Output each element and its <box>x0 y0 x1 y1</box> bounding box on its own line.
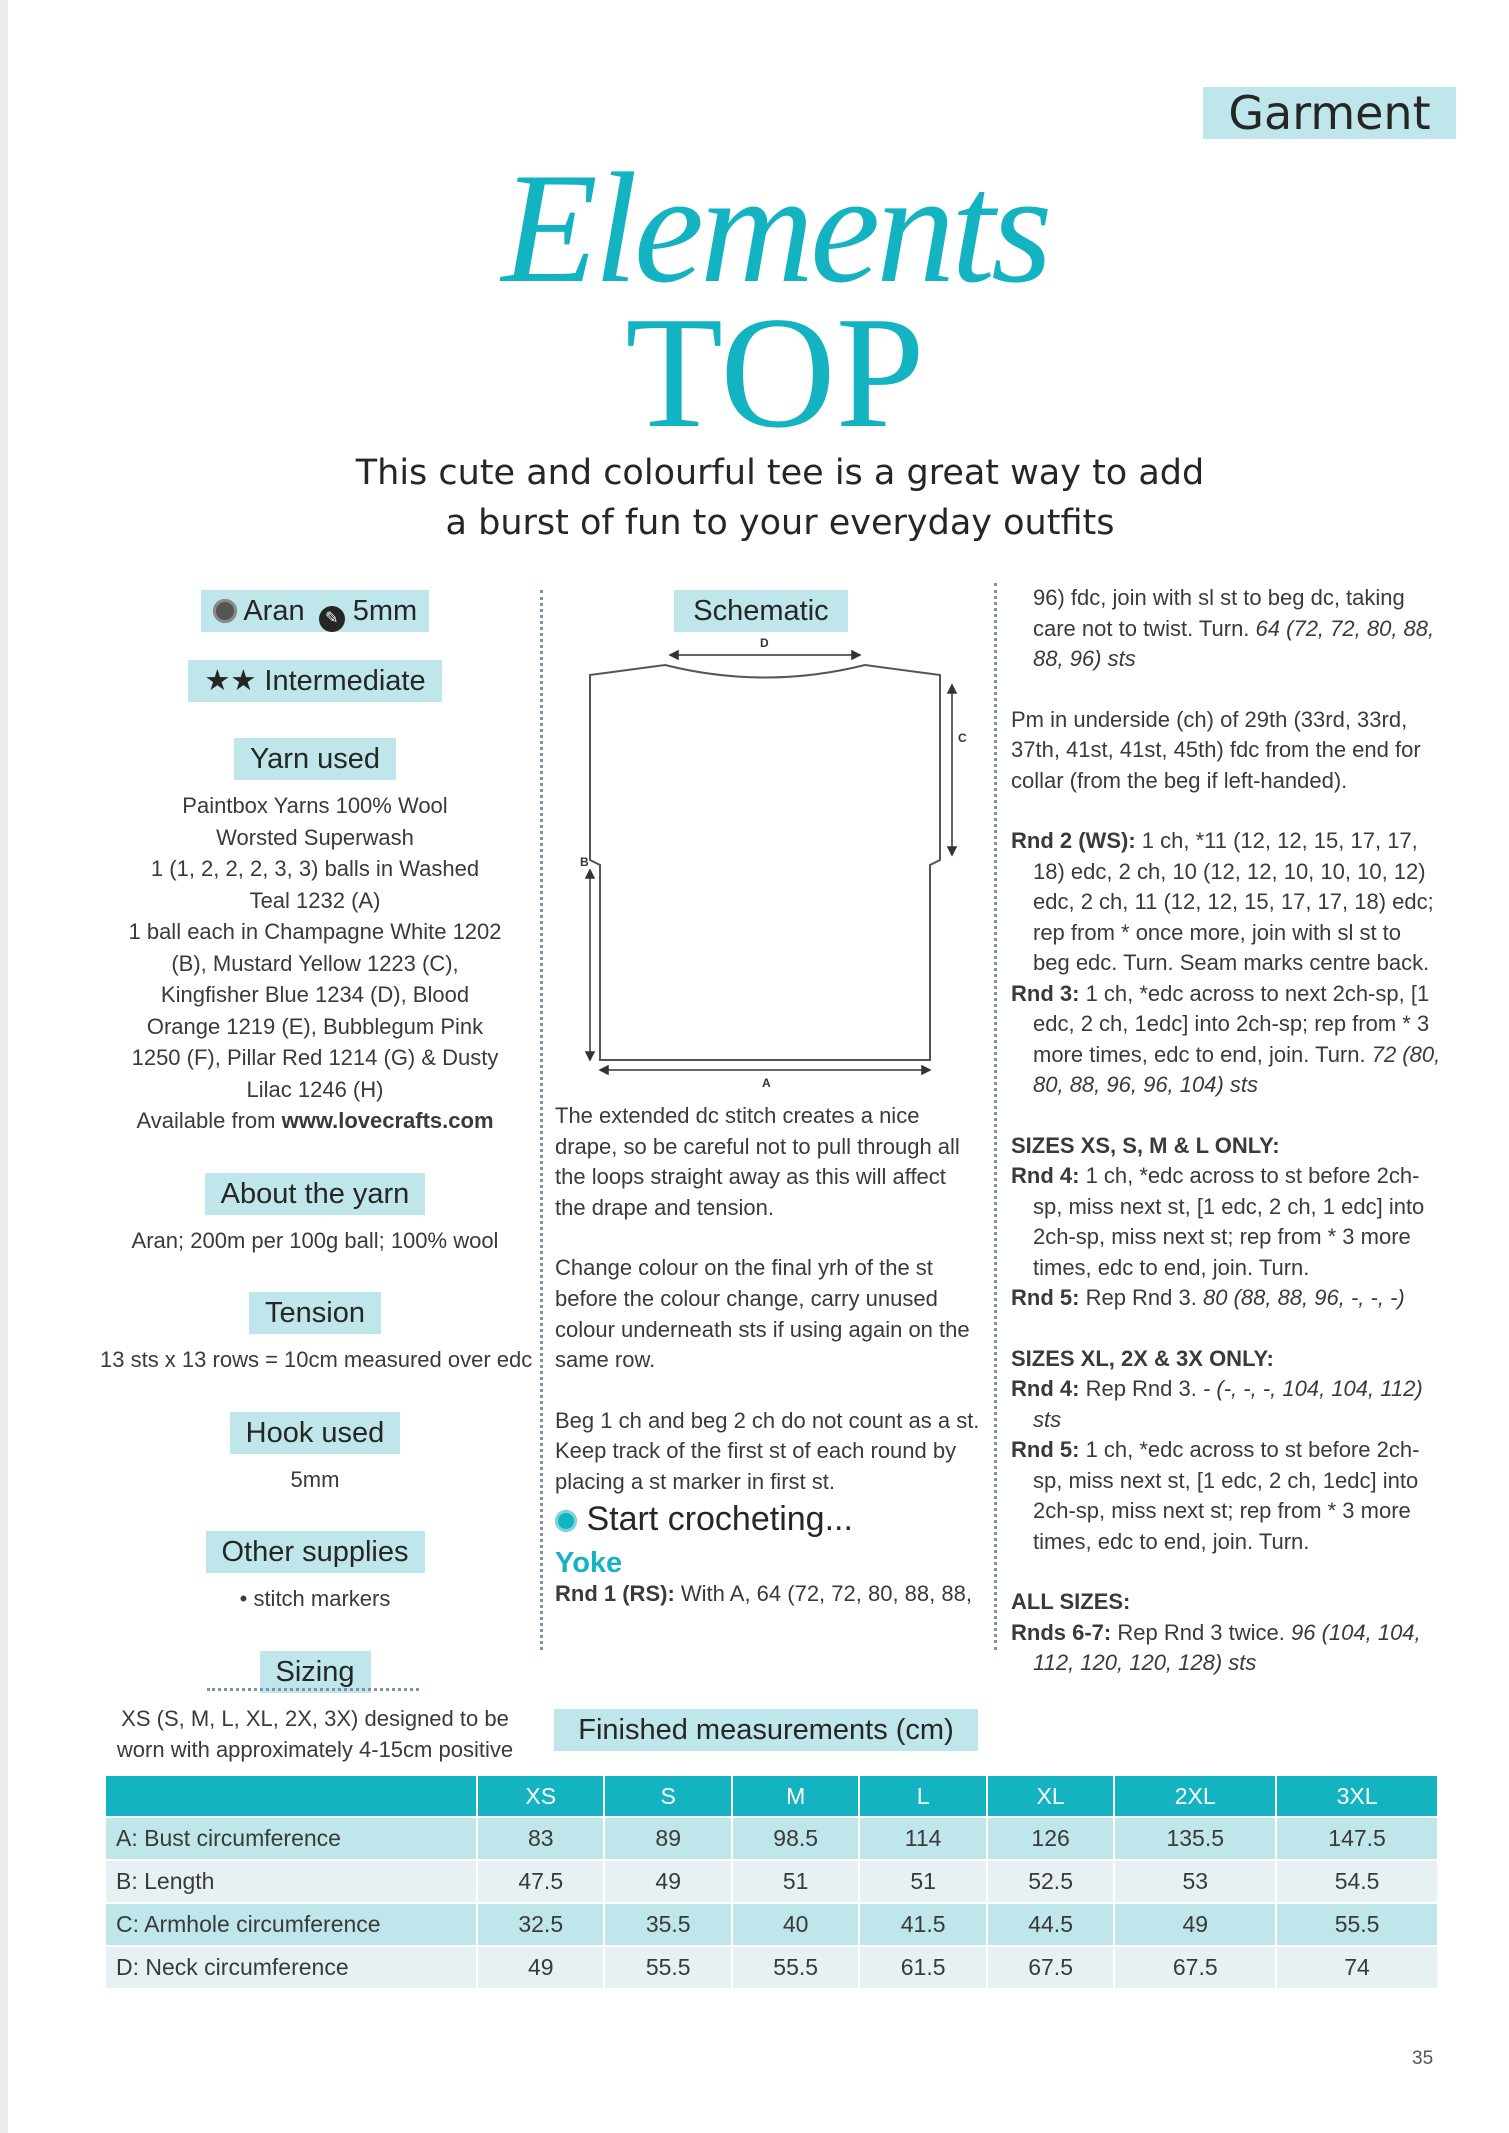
yarn-used-line-3: 1 ball each in Champagne White 1202 (B), Mustard Yellow 1223 (C), Kingfisher Blue 1234 (D), Blood Orange 1219 (E), Bubblegum Pink 1250 (F), Pillar Red 1214 (G) & Dusty Lilac 1246 (H) <box>128 919 502 1102</box>
header-size: 2XL <box>1115 1776 1275 1816</box>
row-label: D: Neck circumference <box>106 1947 476 1988</box>
label-c: C <box>958 731 967 745</box>
round-4-small <box>1011 1161 1441 1283</box>
round-4-small-label: Rnd 4: <box>1011 1163 1080 1188</box>
sizes-xl-3x-text: SIZES XL, 2X & 3X ONLY: <box>1011 1345 1274 1371</box>
sizing-heading: Sizing <box>260 1651 371 1693</box>
round-5-small-stitch-count: 80 (88, 88, 96, -, -, -) <box>1202 1285 1405 1310</box>
round-3-text: 1 ch, *edc across to next 2ch-sp, [1 edc, 2 ch, 1edc] into 2ch-sp; rep from * 3 more times, edc to end, join. Turn. <box>1033 980 1430 1067</box>
column-divider-right <box>994 583 997 1650</box>
cell: 49 <box>1115 1904 1275 1945</box>
cell: 55.5 <box>733 1947 858 1988</box>
lovecrafts-link[interactable]: www.lovecrafts.com <box>281 1108 494 1133</box>
header-size: M <box>733 1776 858 1816</box>
hook-size-short: 5mm <box>352 595 418 627</box>
hook-used-text: 5mm <box>290 1466 340 1492</box>
finished-measurements-heading: Finished measurements (cm) <box>554 1709 978 1751</box>
yarn-used-heading: Yarn used <box>234 738 396 780</box>
column-divider-left <box>540 590 543 1650</box>
round-2 <box>1011 826 1441 979</box>
available-line <box>122 1105 508 1137</box>
label-b: B <box>580 855 589 869</box>
cell: 61.5 <box>860 1947 985 1988</box>
star-icons: ★★ <box>204 665 257 697</box>
cell: 98.5 <box>733 1818 858 1859</box>
round-1-label: Rnd 1 (RS): <box>555 1580 675 1606</box>
cell: 47.5 <box>478 1861 603 1902</box>
cell: 51 <box>733 1861 858 1902</box>
about-yarn-text: Aran; 200m per 100g ball; 100% wool <box>131 1227 499 1253</box>
header-blank <box>106 1776 476 1816</box>
sizes-xs-l-heading <box>1011 1131 1441 1162</box>
round-1 <box>555 1579 980 1610</box>
tension-text: 13 sts x 13 rows = 10cm measured over edc <box>100 1347 533 1372</box>
start-crocheting-text: Start crocheting... <box>586 1499 853 1538</box>
cell: 126 <box>988 1818 1113 1859</box>
left-column-end-divider <box>207 1688 419 1691</box>
measurements-table <box>104 1774 1439 1990</box>
cell: 51 <box>860 1861 985 1902</box>
other-supplies-heading: Other supplies <box>206 1531 425 1573</box>
sizes-xs-l-text: SIZES XS, S, M & L ONLY: <box>1011 1132 1280 1158</box>
table-row <box>106 1818 1437 1859</box>
row-label: A: Bust circumference <box>106 1818 476 1859</box>
tension-heading: Tension <box>249 1292 381 1334</box>
title-top: TOP <box>625 283 925 461</box>
round-4-large-stitch-count: - (-, -, -, 104, 104, 112) sts <box>1033 1376 1423 1432</box>
header-size: 3XL <box>1277 1776 1437 1816</box>
schematic-diagram <box>560 630 980 1090</box>
available-text: Available from <box>136 1108 282 1133</box>
header-size: XL <box>988 1776 1113 1816</box>
label-d: D <box>760 636 769 650</box>
hook-icon: ✎ <box>319 606 345 632</box>
pattern-info-column <box>100 590 533 1797</box>
yarn-used-line-1: Paintbox Yarns 100% Wool Worsted Superwash <box>182 793 448 850</box>
header-size: XS <box>478 1776 603 1816</box>
row-label: C: Armhole circumference <box>106 1904 476 1945</box>
page-spine <box>0 0 8 2133</box>
table-row <box>106 1947 1437 1988</box>
header-size: S <box>605 1776 730 1816</box>
round-1-stitch-count: 64 (72, 72, 80, 88, 88, 96) sts <box>1033 615 1435 671</box>
all-sizes-heading <box>1011 1587 1441 1618</box>
sizes-xl-3x-heading <box>1011 1344 1441 1375</box>
cell: 114 <box>860 1818 985 1859</box>
measurements-header-row <box>106 1776 1437 1816</box>
cell: 40 <box>733 1904 858 1945</box>
header-size: L <box>860 1776 985 1816</box>
note-3: Beg 1 ch and beg 2 ch do not count as a st. Keep track of the first st of each round by placing a st marker in first st. <box>555 1407 980 1494</box>
title-elements: Elements <box>501 141 1049 316</box>
page-number: 35 <box>1412 2048 1434 2069</box>
yarn-ball-icon <box>213 599 237 623</box>
cell: 147.5 <box>1277 1818 1437 1859</box>
about-yarn-heading: About the yarn <box>205 1173 426 1215</box>
round-5-large <box>1011 1435 1441 1557</box>
round-3-label: Rnd 3: <box>1011 980 1080 1006</box>
round-2-label: Rnd 2 (WS): <box>1011 828 1136 853</box>
place-marker-text: Pm in underside (ch) of 29th (33rd, 33rd, 37th, 41st, 41st, 45th) fdc from the end for collar (from the beg if left-handed). <box>1011 706 1421 793</box>
all-sizes-text: ALL SIZES: <box>1011 1589 1131 1614</box>
rounds-6-7-stitch-count: 96 (104, 104, 112, 120, 120, 128) sts <box>1033 1619 1421 1675</box>
round-3-stitch-count: 72 (80, 80, 88, 96, 96, 104) sts <box>1033 1041 1441 1097</box>
round-5-small-label: Rnd 5: <box>1011 1285 1080 1310</box>
cell: 55.5 <box>1277 1904 1437 1945</box>
cell: 135.5 <box>1115 1818 1275 1859</box>
round-4-large-text: Rep Rnd 3. <box>1079 1376 1203 1401</box>
rounds-6-7-label: Rnds 6-7: <box>1011 1619 1112 1645</box>
cell: 32.5 <box>478 1904 603 1945</box>
note-1: The extended dc stitch creates a nice drape, so be careful not to pull through all the loops straight away as this will affect the drape and tension. <box>555 1103 960 1220</box>
yarn-ball-small-icon <box>555 1510 577 1532</box>
table-row <box>106 1904 1437 1945</box>
schematic-heading: Schematic <box>674 590 848 632</box>
cell: 67.5 <box>1115 1947 1275 1988</box>
yarn-used-text <box>100 790 530 1137</box>
cell: 52.5 <box>988 1861 1113 1902</box>
cell: 53 <box>1115 1861 1275 1902</box>
rounds-6-7-text: Rep Rnd 3 twice. <box>1111 1619 1291 1645</box>
round-2-text: 1 ch, *11 (12, 12, 15, 17, 17, 18) edc, 2 ch, 10 (12, 12, 10, 10, 10, 12) edc, 2 ch, 11 (12, 12, 15, 17, 17, 18) edc; rep from * once more, join with sl st to beg edc. Turn. Seam marks centre back. <box>1033 828 1434 975</box>
round-4-large <box>1011 1374 1441 1435</box>
cell: 54.5 <box>1277 1861 1437 1902</box>
round-1-continued <box>1011 583 1441 675</box>
round-1-cont-text: 96) fdc, join with sl st to beg dc, taking care not to twist. Turn. <box>1033 585 1405 641</box>
hook-used-heading: Hook used <box>230 1412 401 1454</box>
cell: 49 <box>478 1947 603 1988</box>
yarn-used-line-2: 1 (1, 2, 2, 2, 3, 3) balls in Washed Teal 1232 (A) <box>150 856 480 913</box>
skill-level: Intermediate <box>264 665 426 697</box>
yarn-weight-label <box>201 590 429 632</box>
round-5-large-label: Rnd 5: <box>1011 1437 1080 1462</box>
intro-line-2: a burst of fun to your everyday outfits <box>445 503 1115 543</box>
cell: 89 <box>605 1818 730 1859</box>
other-supplies-text: • stitch markers <box>239 1586 391 1611</box>
sizing-text: XS (S, M, L, XL, 2X, 3X) designed to be worn with approximately 4-15cm positive <box>116 1705 514 1762</box>
yarn-weight: Aran <box>243 595 305 627</box>
row-label: B: Length <box>106 1861 476 1902</box>
section-tag: Garment <box>1203 87 1456 139</box>
note-2: Change colour on the final yrh of the st before the colour change, carry unused colour underneath sts if using again on the same row. <box>555 1255 970 1373</box>
cell: 55.5 <box>605 1947 730 1988</box>
notes-column <box>555 1101 980 1609</box>
skill-level-label <box>188 660 441 702</box>
cell: 83 <box>478 1818 603 1859</box>
table-row <box>106 1861 1437 1902</box>
yoke-heading: Yoke <box>555 1547 623 1580</box>
pattern-rounds-column <box>1011 583 1441 1679</box>
round-3 <box>1011 979 1441 1101</box>
round-4-small-text: 1 ch, *edc across to st before 2ch-sp, miss next st, [1 edc, 2 ch, 1 edc] into 2ch-sp, miss next st; rep from * 3 more times, edc to end, join. Turn. <box>1033 1163 1425 1280</box>
cell: 74 <box>1277 1947 1437 1988</box>
round-5-small <box>1011 1283 1441 1314</box>
label-a: A <box>762 1076 771 1090</box>
round-5-large-text: 1 ch, *edc across to st before 2ch-sp, miss next st, [1 edc, 2 ch, 1edc] into 2ch-sp, miss next st; rep from * 3 more times, edc to end, join. Turn. <box>1033 1437 1420 1554</box>
round-1-text: With A, 64 (72, 72, 80, 88, 88, <box>674 1580 972 1606</box>
round-4-large-label: Rnd 4: <box>1011 1376 1080 1401</box>
intro-text <box>250 448 1310 548</box>
cell: 41.5 <box>860 1904 985 1945</box>
round-5-small-text: Rep Rnd 3. <box>1079 1285 1203 1310</box>
cell: 35.5 <box>605 1904 730 1945</box>
cell: 67.5 <box>988 1947 1113 1988</box>
cell: 49 <box>605 1861 730 1902</box>
intro-line-1: This cute and colourful tee is a great way to add <box>355 453 1205 493</box>
start-crocheting-heading <box>555 1499 980 1538</box>
rounds-6-7 <box>1011 1618 1441 1679</box>
cell: 44.5 <box>988 1904 1113 1945</box>
garment-outline <box>590 665 940 1060</box>
